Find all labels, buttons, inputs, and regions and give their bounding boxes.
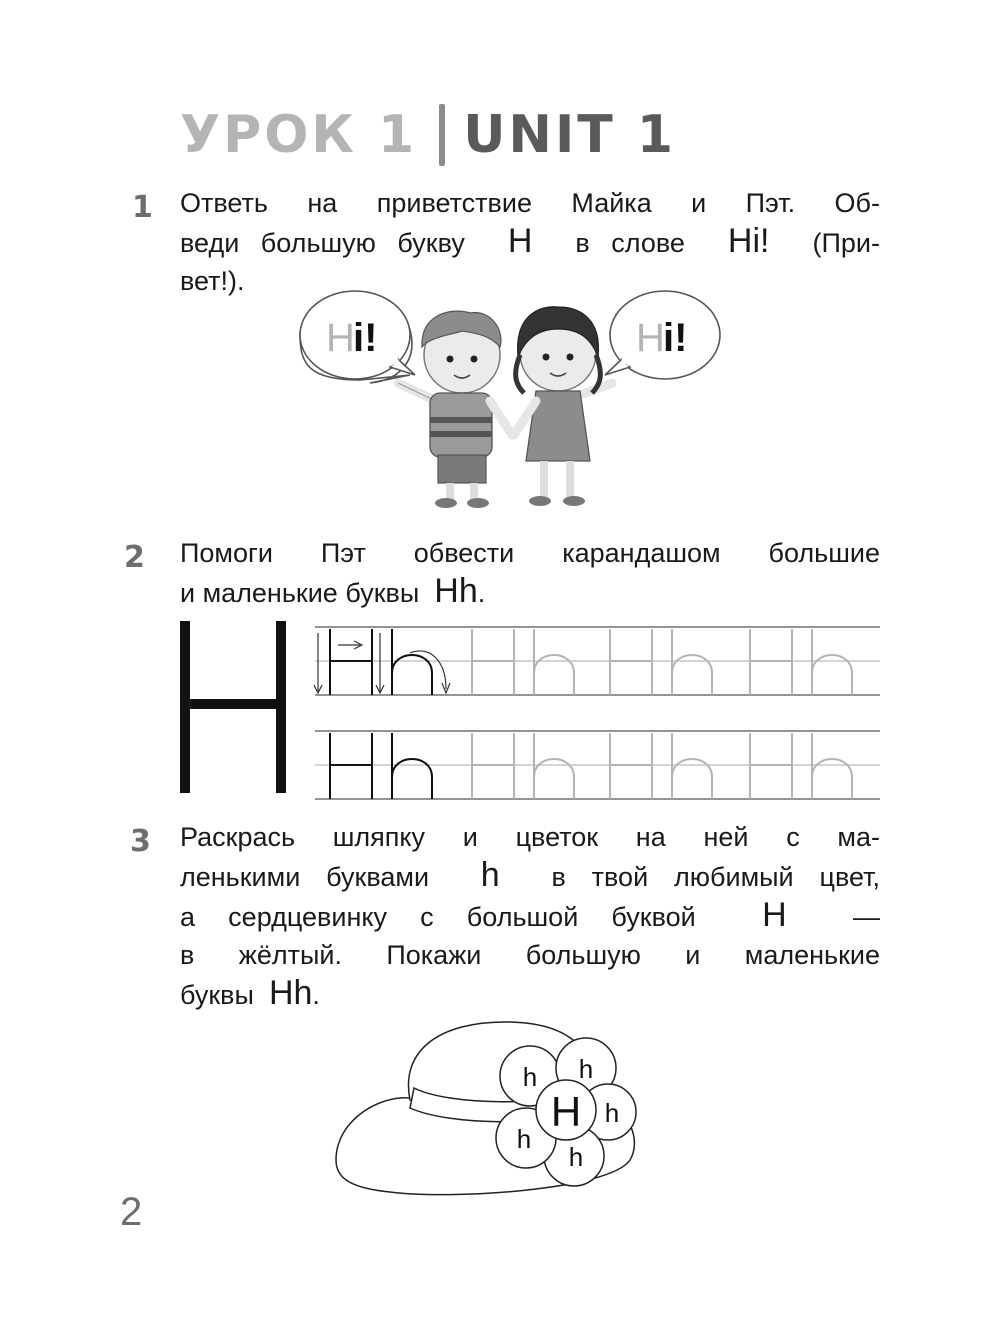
task3-line4: в жёлтый. Покажи большую и маленькие <box>180 940 880 970</box>
task3-line2: ленькими буквами h в твой любимый цвет, <box>180 856 880 894</box>
task3-letters: Hh <box>268 974 313 1012</box>
center-letter: H <box>550 1088 582 1135</box>
big-letter-h <box>180 621 286 793</box>
task1-line2: веди большую букву H в слове Hi! (При- <box>180 222 880 260</box>
task2-letters: Hh <box>434 572 478 610</box>
girl-figure <box>514 307 612 506</box>
task1-text <box>180 184 880 300</box>
row1-trace-letters <box>472 629 852 695</box>
page-title <box>180 100 676 170</box>
title-en: UNIT 1 <box>463 105 677 165</box>
boy-figure <box>398 311 512 508</box>
petal-letter: h <box>568 1142 584 1172</box>
speech-bubble-left <box>300 291 415 383</box>
speech-bubble-right <box>605 291 720 379</box>
bubble-left-rest: i! <box>353 316 378 360</box>
task1-line1: Ответь на приветствие Майка и Пэт. Об- <box>180 188 880 218</box>
task1-line3: вет!). <box>180 266 245 296</box>
task3-line1: Раскрась шляпку и цветок на ней с ма- <box>180 822 880 852</box>
ruled-lines <box>315 627 880 799</box>
task3-line3: а сердцевинку с большой буквой H — <box>180 896 880 934</box>
task1-number: 1 <box>132 190 153 225</box>
tracing-area <box>170 615 890 805</box>
task3-line5: буквы Hh. <box>180 974 320 1012</box>
row2-trace-letters <box>472 733 852 799</box>
task3-letter-h-big: H <box>762 896 787 934</box>
task3-letter-h-small: h <box>480 856 500 894</box>
task2-line1: Помоги Пэт обвести карандашом большие <box>180 538 880 568</box>
task2-number: 2 <box>124 540 145 575</box>
title-ru: УРОК 1 <box>180 105 418 165</box>
page-number: 2 <box>120 1190 143 1234</box>
kids-illustration <box>290 285 730 515</box>
petal-letter: h <box>522 1062 538 1092</box>
bubble-left-letter: H <box>326 316 355 360</box>
row2-example-letters <box>330 733 432 799</box>
row1-guided-letters <box>330 629 432 695</box>
bubble-right-letter: H <box>636 316 665 360</box>
task2-text <box>180 534 880 612</box>
task1-word-hi: Hi! <box>727 222 770 260</box>
petal-letter: h <box>604 1098 620 1128</box>
task3-text <box>180 818 880 1014</box>
bubble-right-rest: i! <box>663 316 688 360</box>
petal-letter: h <box>516 1124 532 1154</box>
hat-illustration <box>330 1010 650 1200</box>
petal-letter: h <box>578 1054 594 1084</box>
task3-number: 3 <box>130 824 151 859</box>
task1-letter-h: H <box>507 222 533 260</box>
task2-line2: и маленькие буквы Hh. <box>180 572 486 610</box>
mid-lines <box>315 661 880 765</box>
title-divider <box>439 104 445 166</box>
